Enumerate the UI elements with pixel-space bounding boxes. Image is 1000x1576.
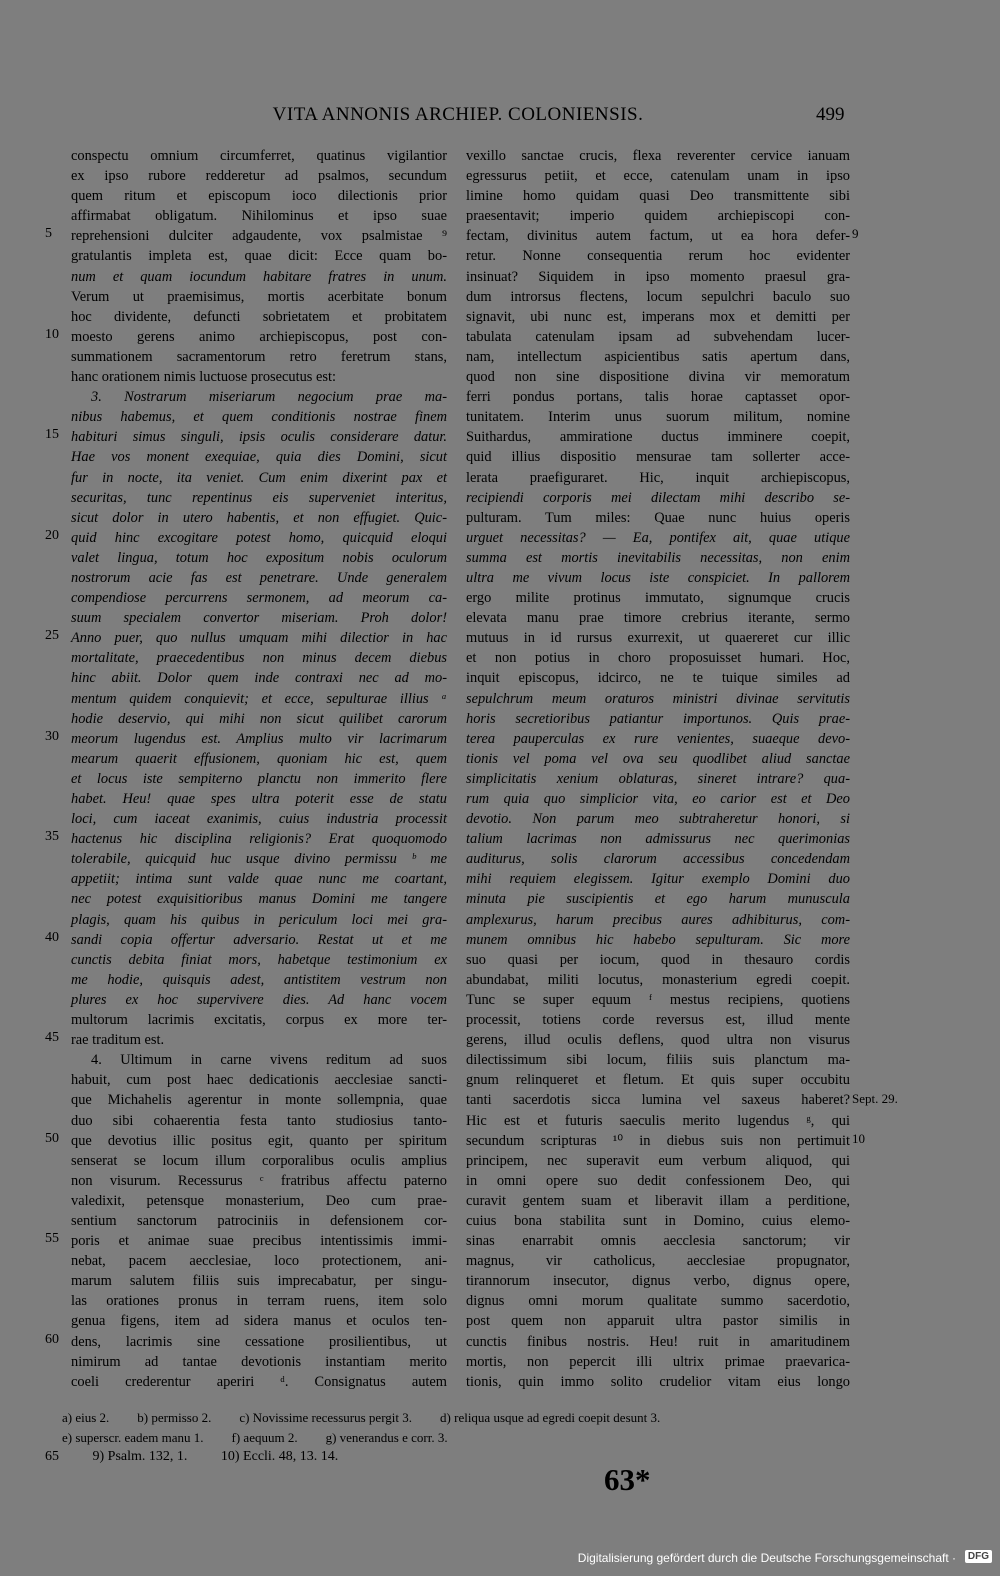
text-line: conspectu omnium circumferret, quatinus vigilantior	[71, 148, 447, 164]
text-line: hodie deservio, qui mihi non sicut quilibet carorum	[71, 710, 447, 727]
text-line: fur in nocte, ita veniet. Cum enim dixerint pax et	[71, 469, 447, 486]
text-line: nostrorum acie fas est penetrare. Unde generalem	[71, 569, 447, 586]
text-line: egressurus petiit, et ecce, catenulam unam in ipso	[466, 168, 850, 185]
text-line: cunctis debita finiat mors, habetque testimonium ex	[71, 951, 447, 968]
text-line: ultra me vivum locus iste conspiciet. In pallorem	[466, 569, 850, 586]
text-line: munem omnibus hic habebo sepulturam. Sic more	[466, 931, 850, 948]
text-line: pulturam. Tum miles: Quae nunc huius operis	[466, 509, 850, 526]
text-line: plures ex hoc supervivere dies. Ad hanc vocem	[71, 991, 447, 1008]
text-line: 4. Ultimum in carne vivens reditum ad suos	[91, 1052, 447, 1069]
line-number: 25	[45, 628, 59, 644]
text-line: me hodie, quisquis adest, antistitem vestrum non	[71, 971, 447, 988]
text-line: Tunc se super equum ᶠ mestus recipiens, quotiens	[466, 991, 850, 1008]
text-line: abundabat, militi locutus, monasterium egredi coepit.	[466, 971, 850, 988]
text-line: dilectissimum sibi locum, filiis suis planctum ma-	[466, 1052, 850, 1069]
text-line: dignus omni morum qualitate summo sacerdotio,	[466, 1293, 850, 1310]
text-line: simplicitatis xenium oblaturas, sineret intrare? qua-	[466, 770, 850, 787]
text-line: quid illius dispositio mensurae tam sollerter acce-	[466, 449, 850, 466]
text-line: Anno puer, quo nullus umquam mihi dilectior in hac	[71, 630, 447, 647]
text-line: mihi requiem elegissem. Igitur exemplo Domini duo	[466, 871, 850, 888]
footnote-line-2	[62, 1428, 852, 1448]
text-line: praesentavit; imperio quidem archiepiscopi con-	[466, 208, 850, 225]
text-line: vexillo sanctae crucis, flexa reverenter cervice ianuam	[466, 148, 850, 164]
footnote: d) reliqua usque ad egredi coepit desunt 3.	[440, 1410, 661, 1425]
text-line: mortalitate, praecedentibus non minus decem diebus	[71, 650, 447, 667]
text-line: tirannorum insecutor, dignus verbo, dignus opere,	[466, 1273, 850, 1290]
text-line: rum quia quo simplicior vita, eo carior est et Deo	[466, 791, 850, 807]
text-line: curavit gentem suam et liberavit illam a perditione,	[466, 1192, 850, 1209]
margin-note: Sept. 29.	[852, 1090, 898, 1106]
text-line: habuit, cum post haec dedicationis aecclesiae sancti-	[71, 1072, 447, 1089]
source-note: 9) Psalm. 132, 1.	[92, 1449, 188, 1464]
text-line: moesto gerens animo archiepiscopus, post con-	[71, 328, 447, 345]
running-head-title: VITA ANNONIS ARCHIEP. COLONIENSIS.	[272, 104, 644, 125]
text-line: urguet necessitas? — Ea, pontifex ait, quae utique	[466, 529, 850, 546]
footnote: b) permisso 2.	[137, 1410, 212, 1425]
text-line: tionis, quin immo solito crudelior vitam eius longo	[466, 1373, 850, 1390]
line-number: 20	[45, 527, 59, 543]
line-number: 5	[45, 226, 52, 242]
text-line: cuius bona stabilita sunt in Domino, cuius elemo-	[466, 1212, 850, 1229]
text-line: gnum relinqueret et fletum. Et quis super occubitu	[466, 1072, 850, 1089]
bottom-line-number: 65	[45, 1449, 59, 1464]
source-note: 10) Eccli. 48, 13. 14.	[220, 1449, 339, 1464]
text-line: tanti sacerdotis sicca lumina vel saxeus haberet?	[466, 1092, 850, 1109]
text-line: senserat se locum illum corporalibus oculis amplius	[71, 1152, 447, 1169]
margin-note: 9	[852, 226, 859, 242]
text-line: lerata praefiguraret. Hic, inquit archiepiscopus,	[466, 469, 850, 486]
text-line: num et quam iocundum habitare fratres in unum.	[71, 268, 447, 285]
page-number: 499	[816, 104, 845, 125]
text-line: quod non sine dispositione divina vir memoratum	[466, 369, 850, 386]
text-line: signavit, ubi nunc est, imperans mox et demitti per	[466, 308, 850, 325]
text-line: inquit episcopus, idcirco, ne te tuique similes ad	[466, 670, 850, 687]
text-line: mentum quidem conquievit; et ecce, sepulturae illius ᵃ	[71, 690, 447, 707]
text-line: 3. Nostrarum miseriarum negocium prae ma-	[91, 389, 447, 406]
text-line: in omni opere suo dedit confessionem Deo, qui	[466, 1172, 850, 1189]
text-line: nebat, pacem aecclesiae, loco protectionem, ani-	[71, 1253, 447, 1270]
text-line: securitas, tunc repentinus eis superveniet interitus,	[71, 489, 447, 506]
text-line: multorum lacrimis excitatis, corpus ex more ter-	[71, 1012, 447, 1029]
text-line: tabulata catenulam ipsam ad subvehendam lucer-	[466, 328, 850, 345]
footnote: g) venerandus e corr. 3.	[325, 1430, 448, 1445]
text-line: que devotius illic positus egit, quanto per spiritum	[71, 1132, 447, 1149]
text-line: gerens, illud oculis deflens, quod ultra non visurus	[466, 1032, 850, 1049]
text-line: quid hinc excogitare potest homo, quicquid eloqui	[71, 529, 447, 546]
text-line: sicut dolor in utero habentis, et non effugiet. Quic-	[71, 509, 447, 526]
text-line: sinas enarrabit omnis aecclesia sanctorum; vir	[466, 1233, 850, 1250]
digitization-credit: Digitalisierung gefördert durch die Deutsche Forschungsgemeinschaft ·	[577, 1551, 956, 1565]
text-line: gratulantis impleta est, quae dicit: Ecce quam bo-	[71, 248, 447, 265]
line-number: 10	[45, 326, 59, 342]
text-line: auditurus, solis clarorum accessibus concedendam	[466, 851, 850, 868]
dfg-logo-icon: DFG	[965, 1550, 992, 1563]
text-line: las orationes pronus in terram ruens, item solo	[71, 1293, 447, 1310]
text-line: compendiose percurrens sermonem, ad meorum ca-	[71, 590, 447, 607]
text-line: hinc abiit. Dolor quem inde contraxi nec ad mo-	[71, 670, 447, 687]
line-number: 30	[45, 728, 59, 744]
text-line: Hae vos monent exequiae, quia dies Domini, sicut	[71, 449, 447, 466]
text-line: Suithardus, ammiratione ductus imminere coepit,	[466, 429, 850, 446]
text-line: mearum quaerit effusionem, quoniam hic est, quem	[71, 750, 447, 767]
footnote: c) Novissime recessurus pergit 3.	[239, 1410, 413, 1425]
text-line: Hic est et futuris saeculis merito lugendus ᵍ, qui	[466, 1112, 850, 1129]
text-line: fectam, divinitus autem factum, ut ea hora defer-	[466, 228, 850, 245]
text-line: elevata manu prae timore crebrius iterante, sermo	[466, 610, 850, 627]
line-number: 55	[45, 1231, 59, 1247]
text-line: duo sibi cohaerentia festa tanto studiosius tanto-	[71, 1112, 447, 1129]
text-line: tolerabile, quicquid huc usque divino permissu ᵇ me	[71, 851, 447, 868]
line-number: 45	[45, 1030, 59, 1046]
text-line: valet lingua, totum hoc expositum nobis oculorum	[71, 549, 447, 566]
text-line: recipiendi corporis mei dilectam mihi describo se-	[466, 489, 850, 506]
text-line: talium lacrimas non admissurus nec querimonias	[466, 831, 850, 848]
text-line: nimirum ad tantae devotionis instantiam merito	[71, 1353, 447, 1370]
text-line: plagis, quam his quibus in periculum loci mei gra-	[71, 911, 447, 928]
signature-mark: 63*	[604, 1462, 651, 1497]
text-line: que Michahelis agerentur in monte sollempnia, quae	[71, 1092, 447, 1109]
text-line: habet. Heu! quae spes ultra poterit esse de statu	[71, 791, 447, 807]
line-number: 60	[45, 1331, 59, 1347]
footnote-line-1	[62, 1408, 852, 1428]
text-line: suo quasi per iocum, quod in thesauro cordis	[466, 951, 850, 968]
text-line: minuta pie suscipientis et ego harum munuscula	[466, 891, 850, 908]
text-line: tunitatem. Interim unus suorum militum, nomine	[466, 409, 850, 426]
source-notes	[45, 1449, 368, 1465]
text-line: meorum lugendus est. Amplius multo vir lacrimarum	[71, 730, 447, 747]
line-number: 40	[45, 929, 59, 945]
footnote: a) eius 2.	[62, 1410, 110, 1425]
text-line: hactenus hic disciplina religionis? Erat quoquomodo	[71, 831, 447, 848]
text-line: rae traditum est.	[71, 1032, 165, 1049]
text-line: hanc orationem nimis luctuose prosecutus est:	[71, 369, 336, 386]
text-line: coeli crederentur aperiri ᵈ. Consignatus autem	[71, 1373, 447, 1390]
text-line: summa est mortis inevitabilis necessitas, non enim	[466, 549, 850, 566]
text-line: summationem sacramentorum retro feretrum stans,	[71, 348, 447, 365]
text-line: ferri pondus portans, talis horae captasset opor-	[466, 389, 850, 406]
text-line: sandi copia offertur adversario. Restat ut et me	[71, 931, 447, 948]
text-line: secundum scripturas ¹⁰ in diebus suis non pertimuit	[466, 1132, 850, 1149]
text-line: poris et animae suae precibus intentissimis immi-	[71, 1233, 447, 1250]
text-line: insinuat? Siquidem in ipso momento praesul gra-	[466, 268, 850, 285]
text-line: genua figens, item ad sidera manus et oculos ten-	[71, 1313, 447, 1330]
text-line: sentium sanctorum patrociniis in defensionem cor-	[71, 1212, 447, 1229]
right-column	[466, 146, 850, 1392]
text-line: et locus iste sempiterno planctu non immerito flere	[71, 770, 447, 787]
text-line: amplexurus, harum precibus aures adhibiturus, com-	[466, 911, 850, 928]
text-line: nec potest exquisitioribus manus Domini me tangere	[71, 891, 447, 908]
text-line: horis secretioribus patiantur importunos. Quis prae-	[466, 710, 850, 727]
text-line: hoc dividente, defuncti sobrietatem et probitatem	[71, 308, 447, 325]
text-line: reprehensioni dulciter adgaudente, vox psalmistae ⁹	[71, 228, 447, 245]
line-number: 15	[45, 427, 59, 443]
text-line: et non potius in choro proposuisset humari. Hoc,	[466, 650, 850, 667]
text-line: ergo milite protinus immutato, signumque crucis	[466, 590, 850, 607]
text-line: mutuus in id rursus exurrexit, ut quaereret cur illic	[466, 630, 850, 647]
text-line: ex ipso rubore redderetur ad psalmos, secundum	[71, 168, 447, 185]
text-line: limine homo quidam quasi Deo transmittente sibi	[466, 188, 850, 205]
text-line: processit, totiens corde reversus est, illud mente	[466, 1012, 850, 1029]
text-line: nibus habemus, et quem conditionis nostrae finem	[71, 409, 447, 426]
text-line: terea pauperculas ex rure venientes, suaeque devo-	[466, 730, 850, 747]
text-line: cunctis finibus nostris. Heu! ruit in amaritudinem	[466, 1333, 850, 1350]
text-line: magnus, vir catholicus, aecclesiae propugnator,	[466, 1253, 850, 1270]
text-line: dum introrsus flectens, locum sepulchri baculo suo	[466, 288, 850, 305]
line-number: 50	[45, 1130, 59, 1146]
left-column	[71, 146, 447, 1392]
text-line: Verum ut praemisimus, mortis acerbitate bonum	[71, 288, 447, 305]
footnote: e) superscr. eadem manu 1.	[62, 1430, 204, 1445]
text-line: habituri simus singuli, ipsis oculis considerare datur.	[71, 429, 447, 446]
text-line: post quem non apparuit ultra pastor similis in	[466, 1313, 850, 1330]
footnotes	[62, 1408, 852, 1448]
margin-note: 10	[852, 1130, 865, 1146]
text-line: sepulchrum meum oraturos ministri divinae servitutis	[466, 690, 850, 707]
text-line: suum specialem convertor miseriam. Proh dolor!	[71, 610, 447, 627]
text-line: nam, intellectum aspicientibus satis apertum dans,	[466, 348, 850, 365]
footnote: f) aequum 2.	[231, 1430, 298, 1445]
text-line: dens, lacrimis sine cessatione prosilientibus, ut	[71, 1333, 447, 1350]
text-line: devotio. Non parum meo subtraheretur honori, si	[466, 811, 850, 828]
text-line: affirmabat obligatum. Nihilominus et ipso suae	[71, 208, 447, 225]
text-line: mortis, non pepercit illi ultrix primae praevarica-	[466, 1353, 850, 1370]
text-line: quem ritum et episcopum ioco dilectionis prior	[71, 188, 447, 205]
text-line: tionis vel poma vel ova seu quodlibet aliud sanctae	[466, 750, 850, 767]
text-line: appetiit; intima sunt valde quae nunc me coartant,	[71, 871, 447, 888]
text-line: marum salutem filiis suis imprecabatur, per singu-	[71, 1273, 447, 1290]
line-number: 35	[45, 829, 59, 845]
text-line: retur. Nonne consequentia rerum hoc evidenter	[466, 248, 850, 265]
text-line: valedixit, petensque monasterium, Deo cum prae-	[71, 1192, 447, 1209]
text-line: loci, cum iaceat exanimis, cuius industria processit	[71, 811, 447, 828]
text-line: principem, nec superavit eum verbum aliquod, qui	[466, 1152, 850, 1169]
text-line: non visurum. Recessurus ᶜ fratribus affectu paterno	[71, 1172, 447, 1189]
